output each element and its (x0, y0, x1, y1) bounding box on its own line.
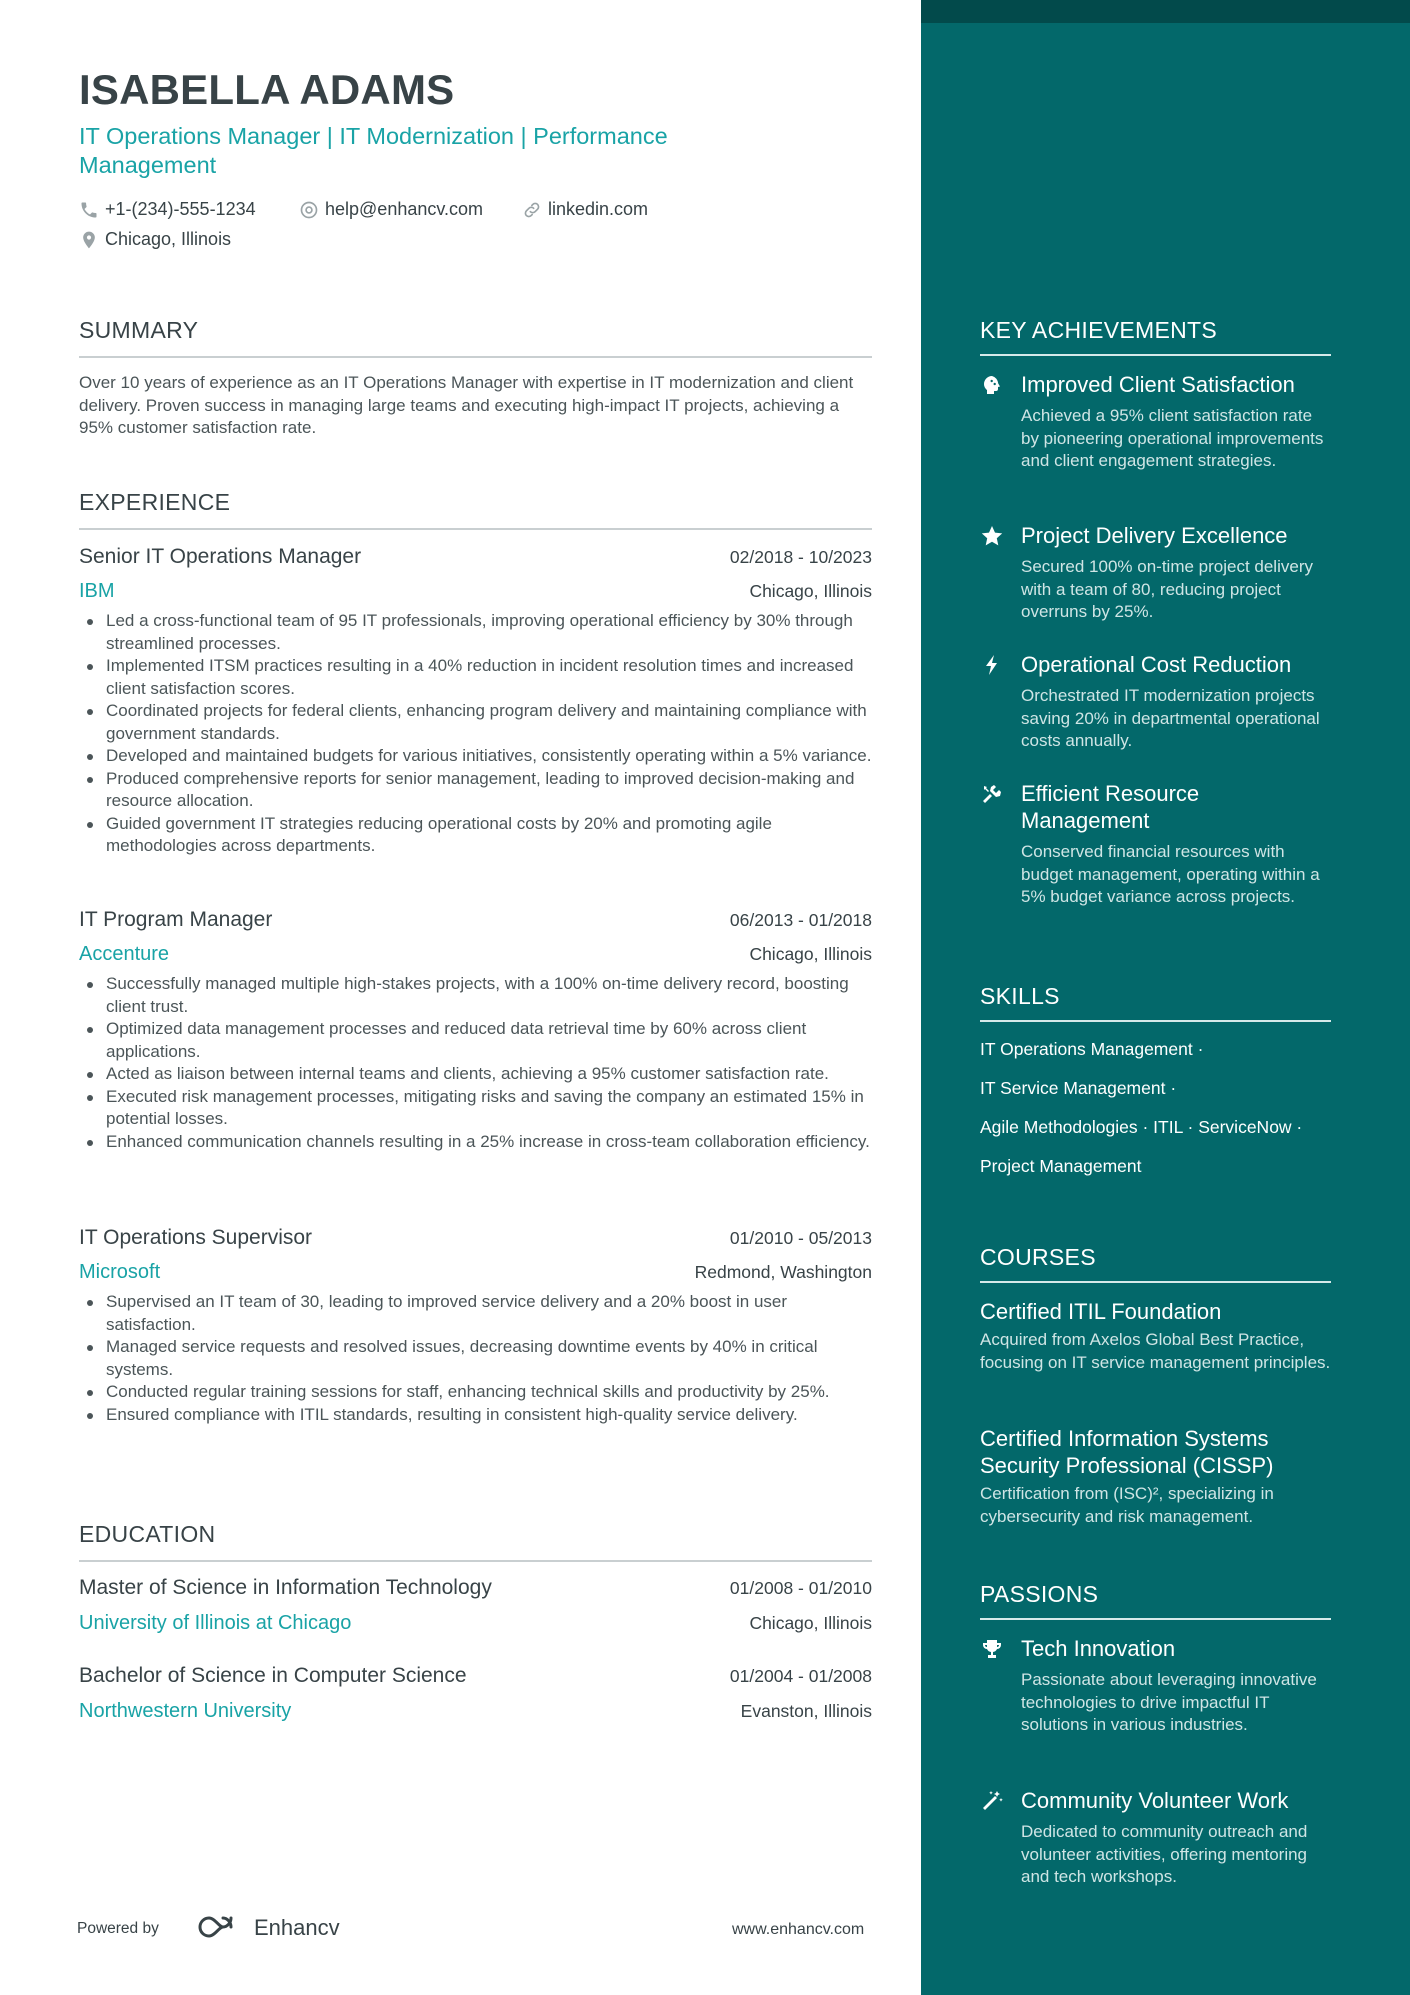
job-location: Chicago, Illinois (749, 581, 872, 601)
school-location: Evanston, Illinois (740, 1701, 872, 1721)
degree-title: Bachelor of Science in Computer Science (79, 1664, 467, 1687)
job-company: Microsoft (79, 1261, 161, 1283)
contact-location (79, 229, 231, 251)
course-description: Acquired from Axelos Global Best Practice, focusing on IT service management principles. (980, 1330, 1331, 1372)
job-bullet: Optimized data management processes and reduced data retrieval time by 60% across client applications. (79, 1018, 874, 1063)
skill-line: IT Operations Management · (980, 1039, 1204, 1059)
job-dates: 06/2013 - 01/2018 (729, 910, 872, 930)
degree-title: Master of Science in Information Technology (79, 1576, 492, 1599)
passion-description: Passionate about leveraging innovative technologies to drive impactful IT solutions in various industries. (1021, 1670, 1317, 1734)
job-bullet: Coordinated projects for federal clients, enhancing program delivery and maintaining compliance with government standards. (79, 700, 874, 745)
job-bullet: Ensured compliance with ITIL standards, resulting in consistent high-quality service delivery. (79, 1404, 874, 1427)
star-icon (980, 524, 1004, 548)
summary-text: Over 10 years of experience as an IT Operations Manager with expertise in IT modernization and client delivery. Proven success in managing large teams and executing high-impact IT projects, achieving a 95% customer satisfaction rate. (79, 373, 854, 437)
at-icon (299, 200, 319, 220)
achievement-description: Secured 100% on-time project delivery with a team of 80, reducing project overruns by 25%. (1021, 557, 1313, 621)
job-bullet: Enhanced communication channels resulting in a 25% increase in cross-team collaboration efficiency. (79, 1131, 874, 1154)
location-pin-icon (79, 229, 99, 251)
course-item (980, 1425, 1331, 1528)
course-title: Certified ITIL Foundation (980, 1299, 1222, 1324)
magic-wand-icon (980, 1789, 1004, 1813)
job-location: Chicago, Illinois (749, 944, 872, 964)
school-name: University of Illinois at Chicago (79, 1612, 352, 1634)
powered-by-label: Powered by (77, 1920, 159, 1937)
linkedin-text: linkedin.com (548, 199, 649, 219)
contact-phone[interactable] (79, 199, 256, 220)
courses-heading: COURSES (980, 1244, 1331, 1283)
achievement-description: Achieved a 95% client satisfaction rate by pioneering operational improvements and client engagement strategies. (1021, 406, 1324, 470)
summary-heading: SUMMARY (79, 317, 872, 358)
passion-title: Community Volunteer Work (1021, 1788, 1289, 1813)
education-heading: EDUCATION (79, 1521, 872, 1562)
skills-heading: SKILLS (980, 983, 1331, 1022)
infinity-logo-icon (196, 1910, 346, 1944)
achievement-title: Project Delivery Excellence (1021, 523, 1288, 548)
job-location: Redmond, Washington (694, 1262, 872, 1282)
achievements-heading: KEY ACHIEVEMENTS (980, 317, 1331, 356)
candidate-role: IT Operations Manager | IT Modernization | Performance Management (79, 123, 668, 178)
achievement-title: Efficient Resource Management (1021, 781, 1200, 833)
achievement-title: Improved Client Satisfaction (1021, 372, 1295, 397)
passion-title: Tech Innovation (1021, 1636, 1176, 1661)
phone-icon (79, 200, 99, 220)
job-bullet: Implemented ITSM practices resulting in a 40% reduction in incident resolution times and increased client satisfaction scores. (79, 655, 874, 700)
job-title: Senior IT Operations Manager (79, 545, 362, 568)
achievement-title: Operational Cost Reduction (1021, 652, 1292, 677)
footer-url[interactable]: www.enhancv.com (732, 1921, 865, 1938)
tools-icon (980, 782, 1004, 806)
job-bullet: Managed service requests and resolved issues, decreasing downtime events by 40% in critical systems. (79, 1336, 874, 1381)
job-company: IBM (79, 580, 115, 602)
job-bullet: Produced comprehensive reports for senior management, leading to improved decision-making and resource allocation. (79, 768, 874, 813)
job-bullets (79, 1291, 874, 1426)
course-item (980, 1298, 1331, 1374)
job-bullet: Guided government IT strategies reducing operational costs by 20% and promoting agile methodologies across departments. (79, 813, 874, 858)
logo-wordmark: Enhancv (254, 1915, 340, 1940)
skill-line: Agile Methodologies · ITIL · ServiceNow · (980, 1117, 1303, 1137)
contact-linkedin[interactable] (522, 199, 648, 220)
job-bullet: Developed and maintained budgets for various initiatives, consistently operating within a 5% variance. (79, 745, 874, 768)
link-icon (522, 200, 542, 220)
job-title: IT Operations Supervisor (79, 1226, 313, 1249)
brain-icon (980, 373, 1004, 397)
job-bullets (79, 610, 874, 858)
sidebar (921, 0, 1410, 1995)
location-text: Chicago, Illinois (105, 229, 232, 249)
education-dates: 01/2004 - 01/2008 (729, 1666, 872, 1686)
skill-line: IT Service Management · (980, 1078, 1177, 1098)
sidebar-top-band (921, 0, 1410, 23)
job-bullet: Conducted regular training sessions for staff, enhancing technical skills and productivity by 25%. (79, 1381, 874, 1404)
job-bullet: Successfully managed multiple high-stakes projects, with a 100% on-time delivery record, boosting client trust. (79, 973, 874, 1018)
passion-description: Dedicated to community outreach and volunteer activities, offering mentoring and tech workshops. (1021, 1822, 1308, 1886)
job-company: Accenture (79, 943, 170, 965)
contact-email[interactable] (299, 199, 483, 220)
trophy-icon (980, 1637, 1004, 1661)
passions-heading: PASSIONS (980, 1581, 1331, 1620)
job-bullet: Led a cross-functional team of 95 IT professionals, improving operational efficiency by 30% through streamlined processes. (79, 610, 874, 655)
job-bullets (79, 973, 874, 1153)
email-text: help@enhancv.com (325, 199, 484, 219)
job-dates: 01/2010 - 05/2013 (729, 1228, 872, 1248)
skill-line: Project Management (980, 1156, 1142, 1176)
school-location: Chicago, Illinois (749, 1613, 872, 1633)
school-name: Northwestern University (79, 1700, 292, 1722)
job-title: IT Program Manager (79, 908, 273, 931)
job-dates: 02/2018 - 10/2023 (729, 547, 872, 567)
course-description: Certification from (ISC)², specializing in cybersecurity and risk management. (980, 1484, 1274, 1526)
phone-text: +1-(234)-555-1234 (105, 199, 256, 219)
course-title: Certified Information Systems Security Professional (CISSP) (980, 1426, 1274, 1478)
job-bullet: Supervised an IT team of 30, leading to improved service delivery and a 20% boost in user satisfaction. (79, 1291, 874, 1336)
experience-heading: EXPERIENCE (79, 489, 872, 530)
job-bullet: Executed risk management processes, mitigating risks and saving the company an estimated 15% in potential losses. (79, 1086, 874, 1131)
education-dates: 01/2008 - 01/2010 (729, 1578, 872, 1598)
lightning-icon (980, 653, 1004, 677)
job-bullet: Acted as liaison between internal teams and clients, achieving a 95% customer satisfaction rate. (79, 1063, 874, 1086)
enhancv-logo[interactable] (196, 1910, 346, 1944)
candidate-name: ISABELLA ADAMS (79, 66, 455, 113)
achievement-description: Orchestrated IT modernization projects saving 20% in departmental operational costs annually. (1021, 686, 1320, 750)
achievement-description: Conserved financial resources with budget management, operating within a 5% budget variance across projects. (1021, 842, 1320, 906)
